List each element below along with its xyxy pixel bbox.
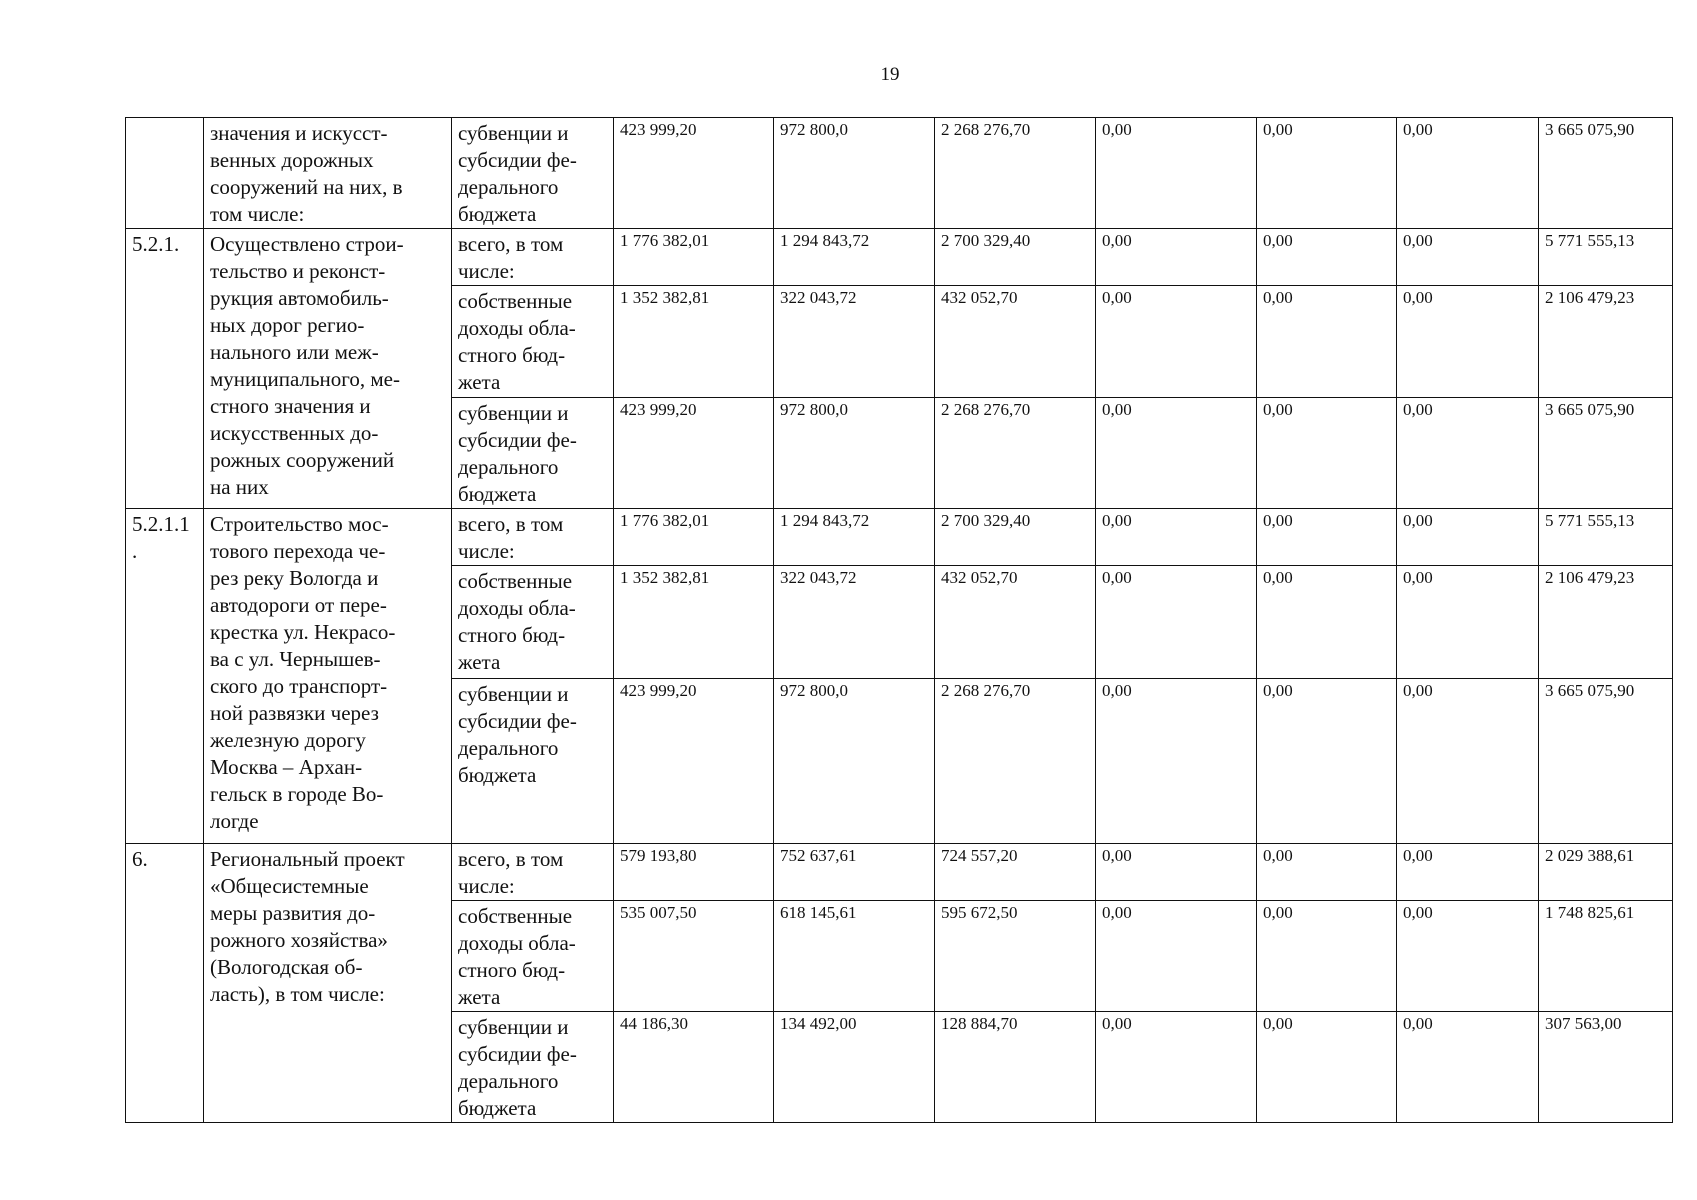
year-value: 0,00 <box>1397 844 1539 901</box>
item-name <box>204 844 452 1123</box>
year-value: 128 884,70 <box>935 1012 1096 1123</box>
year-value: 423 999,20 <box>614 118 774 229</box>
funding-source <box>452 566 614 679</box>
item-name <box>204 229 452 509</box>
year-value: 2 268 276,70 <box>935 398 1096 509</box>
funding-source <box>452 1012 614 1123</box>
funding-source-label: субвенции и субсидии фе- дерального бюджета <box>458 121 577 226</box>
table-row <box>126 844 1673 901</box>
year-value: 0,00 <box>1257 118 1397 229</box>
item-code <box>126 844 204 1123</box>
year-value: 0,00 <box>1257 844 1397 901</box>
year-value: 0,00 <box>1397 286 1539 398</box>
year-value: 0,00 <box>1397 398 1539 509</box>
year-value: 1 352 382,81 <box>614 286 774 398</box>
year-value: 0,00 <box>1257 286 1397 398</box>
year-value: 0,00 <box>1257 679 1397 844</box>
year-value: 972 800,0 <box>774 398 935 509</box>
year-value: 0,00 <box>1257 509 1397 566</box>
year-value: 724 557,20 <box>935 844 1096 901</box>
page-number: 19 <box>880 64 900 85</box>
item-code-text: 5.2.1. <box>132 232 180 256</box>
year-value: 0,00 <box>1397 679 1539 844</box>
funding-source <box>452 118 614 229</box>
year-value: 0,00 <box>1096 286 1257 398</box>
year-value: 2 700 329,40 <box>935 229 1096 286</box>
year-value: 0,00 <box>1096 679 1257 844</box>
year-value: 0,00 <box>1397 229 1539 286</box>
total-value: 3 665 075,90 <box>1539 679 1673 844</box>
funding-source-label: субвенции и субсидии фе- дерального бюджета <box>458 401 577 506</box>
year-value: 0,00 <box>1096 118 1257 229</box>
year-value: 972 800,0 <box>774 679 935 844</box>
year-value: 0,00 <box>1397 1012 1539 1123</box>
year-value: 44 186,30 <box>614 1012 774 1123</box>
year-value: 0,00 <box>1257 398 1397 509</box>
year-value: 0,00 <box>1397 118 1539 229</box>
total-value: 1 748 825,61 <box>1539 901 1673 1012</box>
funding-source-label: собственные доходы обла- стного бюд- жета <box>458 569 576 674</box>
table-row <box>126 229 1673 286</box>
funding-source <box>452 901 614 1012</box>
year-value: 432 052,70 <box>935 566 1096 679</box>
year-value: 0,00 <box>1257 229 1397 286</box>
item-name <box>204 509 452 844</box>
year-value: 423 999,20 <box>614 679 774 844</box>
funding-source <box>452 286 614 398</box>
item-name <box>204 118 452 229</box>
funding-source <box>452 679 614 844</box>
budget-table <box>125 117 1673 1123</box>
year-value: 1 294 843,72 <box>774 509 935 566</box>
item-code-text: 5.2.1.1 . <box>132 512 190 563</box>
item-code <box>126 509 204 844</box>
year-value: 0,00 <box>1096 566 1257 679</box>
year-value: 972 800,0 <box>774 118 935 229</box>
funding-source-label: собственные доходы обла- стного бюд- жета <box>458 904 576 1009</box>
year-value: 1 776 382,01 <box>614 229 774 286</box>
year-value: 0,00 <box>1257 566 1397 679</box>
year-value: 535 007,50 <box>614 901 774 1012</box>
year-value: 0,00 <box>1397 509 1539 566</box>
year-value: 0,00 <box>1257 1012 1397 1123</box>
year-value: 134 492,00 <box>774 1012 935 1123</box>
year-value: 752 637,61 <box>774 844 935 901</box>
year-value: 423 999,20 <box>614 398 774 509</box>
funding-source-label: субвенции и субсидии фе- дерального бюджета <box>458 682 577 787</box>
year-value: 0,00 <box>1257 901 1397 1012</box>
item-code-text: 6. <box>132 847 148 871</box>
total-value: 2 029 388,61 <box>1539 844 1673 901</box>
funding-source-label: субвенции и субсидии фе- дерального бюджета <box>458 1015 577 1120</box>
table-row <box>126 509 1673 566</box>
funding-source-label: всего, в том числе: <box>458 512 564 563</box>
year-value: 0,00 <box>1096 1012 1257 1123</box>
year-value: 0,00 <box>1096 509 1257 566</box>
funding-source-label: всего, в том числе: <box>458 232 564 283</box>
total-value: 2 106 479,23 <box>1539 566 1673 679</box>
funding-source-label: собственные доходы обла- стного бюд- жета <box>458 289 576 394</box>
total-value: 307 563,00 <box>1539 1012 1673 1123</box>
table-body <box>126 118 1673 1123</box>
year-value: 579 193,80 <box>614 844 774 901</box>
year-value: 432 052,70 <box>935 286 1096 398</box>
year-value: 618 145,61 <box>774 901 935 1012</box>
funding-source <box>452 509 614 566</box>
year-value: 1 352 382,81 <box>614 566 774 679</box>
funding-source <box>452 844 614 901</box>
year-value: 0,00 <box>1096 844 1257 901</box>
year-value: 1 294 843,72 <box>774 229 935 286</box>
year-value: 0,00 <box>1096 398 1257 509</box>
year-value: 0,00 <box>1096 901 1257 1012</box>
year-value: 0,00 <box>1397 901 1539 1012</box>
item-name-text: Региональный проект «Общесистемные меры развития до- рожного хозяйства» (Вологодская об- ласть), в том числе: <box>210 847 405 1006</box>
item-name-text: Строительство мос- тового перехода че- рез реку Вологда и автодороги от пере- крестка ул. Некрасо- ва с ул. Чернышев- ского до транспорт- ной развязки через железную дорогу Москва – Архан- гельск в городе Во- логде <box>210 512 396 833</box>
funding-source-label: всего, в том числе: <box>458 847 564 898</box>
item-code <box>126 229 204 509</box>
total-value: 2 106 479,23 <box>1539 286 1673 398</box>
item-name-text: значения и искусст- венных дорожных сооружений на них, в том числе: <box>210 121 403 226</box>
funding-source <box>452 398 614 509</box>
year-value: 322 043,72 <box>774 286 935 398</box>
year-value: 322 043,72 <box>774 566 935 679</box>
item-name-text: Осуществлено строи- тельство и реконст- рукция автомобиль- ных дорог регио- нального или меж- муниципального, ме- стного значения и искусственных до- рожных сооружений на них <box>210 232 404 499</box>
total-value: 5 771 555,13 <box>1539 509 1673 566</box>
funding-source <box>452 229 614 286</box>
year-value: 2 268 276,70 <box>935 679 1096 844</box>
year-value: 2 268 276,70 <box>935 118 1096 229</box>
total-value: 5 771 555,13 <box>1539 229 1673 286</box>
year-value: 595 672,50 <box>935 901 1096 1012</box>
table-row <box>126 118 1673 229</box>
year-value: 0,00 <box>1096 229 1257 286</box>
year-value: 2 700 329,40 <box>935 509 1096 566</box>
year-value: 0,00 <box>1397 566 1539 679</box>
total-value: 3 665 075,90 <box>1539 398 1673 509</box>
total-value: 3 665 075,90 <box>1539 118 1673 229</box>
item-code <box>126 118 204 229</box>
year-value: 1 776 382,01 <box>614 509 774 566</box>
